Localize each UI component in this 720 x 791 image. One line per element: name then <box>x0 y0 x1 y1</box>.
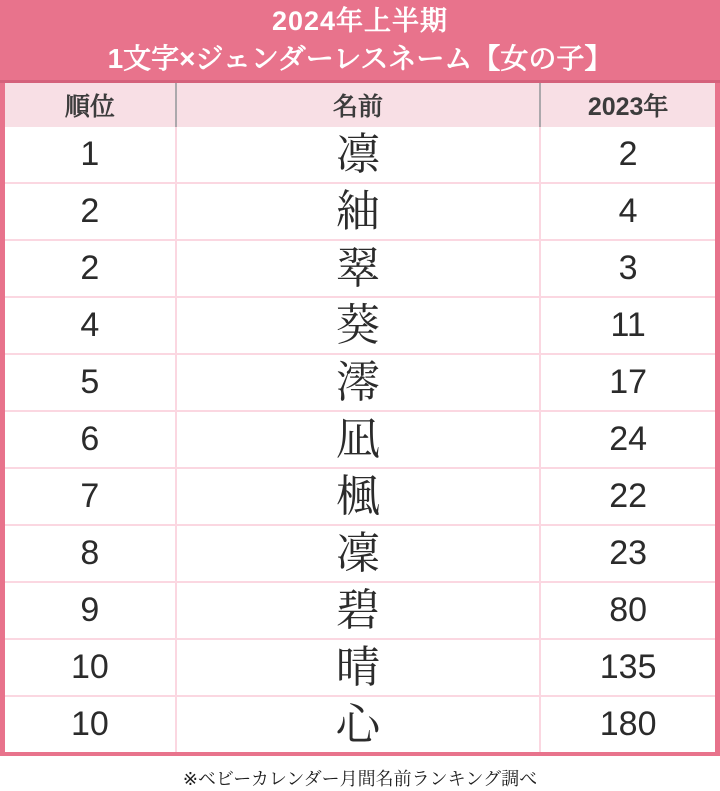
prev-rank-cell: 80 <box>540 582 717 639</box>
table-row <box>3 354 718 411</box>
rank-cell: 7 <box>3 468 176 525</box>
prev-rank-cell: 22 <box>540 468 717 525</box>
column-header-2023: 2023年 <box>540 83 717 127</box>
rank-cell: 9 <box>3 582 176 639</box>
rank-cell: 10 <box>3 696 176 754</box>
table-row <box>3 127 718 183</box>
rank-cell: 2 <box>3 183 176 240</box>
header-row <box>3 83 718 127</box>
name-cell: 翠 <box>176 240 541 297</box>
prev-rank-cell: 17 <box>540 354 717 411</box>
name-cell: 心 <box>176 696 541 754</box>
table-row <box>3 696 718 754</box>
rank-cell: 10 <box>3 639 176 696</box>
name-cell: 楓 <box>176 468 541 525</box>
title-banner <box>0 0 720 83</box>
prev-rank-cell: 4 <box>540 183 717 240</box>
prev-rank-cell: 180 <box>540 696 717 754</box>
column-header-name: 名前 <box>176 83 541 127</box>
name-cell: 紬 <box>176 183 541 240</box>
rank-cell: 5 <box>3 354 176 411</box>
prev-rank-cell: 135 <box>540 639 717 696</box>
name-cell: 凪 <box>176 411 541 468</box>
name-cell: 凜 <box>176 525 541 582</box>
name-cell: 澪 <box>176 354 541 411</box>
rank-cell: 1 <box>3 127 176 183</box>
prev-rank-cell: 24 <box>540 411 717 468</box>
column-header-rank: 順位 <box>3 83 176 127</box>
table-row <box>3 411 718 468</box>
rank-cell: 6 <box>3 411 176 468</box>
table-row <box>3 297 718 354</box>
prev-rank-cell: 11 <box>540 297 717 354</box>
prev-rank-cell: 3 <box>540 240 717 297</box>
name-cell: 碧 <box>176 582 541 639</box>
source-note: ※ベビーカレンダー月間名前ランキング調べ <box>182 769 538 789</box>
rank-cell: 8 <box>3 525 176 582</box>
prev-rank-cell: 23 <box>540 525 717 582</box>
table-row <box>3 183 718 240</box>
prev-rank-cell: 2 <box>540 127 717 183</box>
title-line-1: 2024年上半期 <box>271 6 449 36</box>
table-row <box>3 525 718 582</box>
table-row <box>3 582 718 639</box>
name-cell: 晴 <box>176 639 541 696</box>
rank-cell: 2 <box>3 240 176 297</box>
table-row <box>3 639 718 696</box>
rank-cell: 4 <box>3 297 176 354</box>
table-row <box>3 240 718 297</box>
ranking-table <box>0 83 720 756</box>
title-line-2: 1文字×ジェンダーレスネーム【女の子】 <box>107 43 613 74</box>
name-cell: 凛 <box>176 127 541 183</box>
name-cell: 葵 <box>176 297 541 354</box>
table-row <box>3 468 718 525</box>
